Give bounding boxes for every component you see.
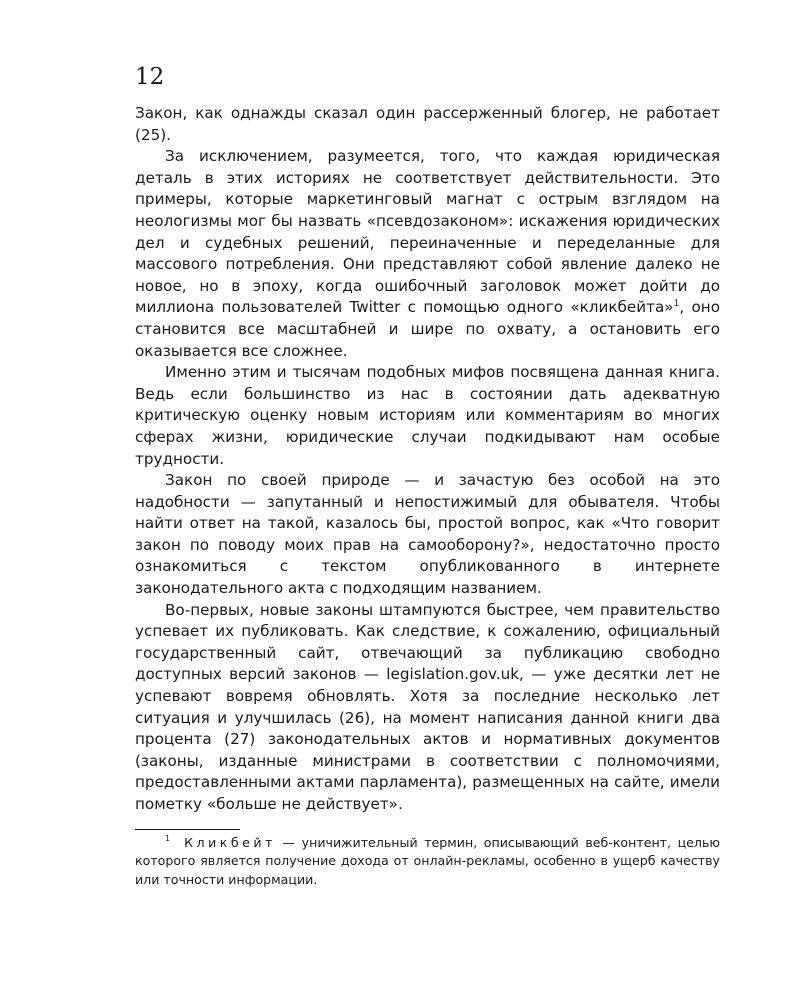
body-text (135, 103, 720, 816)
footnote-text: — уничижительный термин, описывающий веб-контент, целью которого является получение дохода от онлайн-рекламы, особенно в ущерб качеству или точности информации. (135, 834, 720, 887)
footnote-mark: 1 (165, 834, 171, 844)
paragraph: Закон по своей природе — и зачастую без особой на это надобности — запутанный и непостижимый для обывателя. Чтобы найти ответ на такой, казалось бы, простой вопрос, как «Что говорит закон по поводу моих прав на самооборону?», недостаточно просто ознакомиться с текстом опубликованного в интернете законодательного акта с подходящим названием. (135, 471, 720, 598)
paragraph (135, 146, 720, 362)
paragraph-text: За исключением, разумеется, того, что каждая юридическая деталь в этих историях не соответствует действительности. Это примеры, которые маркетинговый магнат с острым взглядом на неологизмы мог бы назвать «псевдозаконом»: искажения юридических дел и судебных решений, переиначенные и переделанные для массового потребления. Они представляют собой явление далеко не новое, но в эпоху, когда ошибочный заголовок может дойти до миллиона пользователей Twitter с помощью одного «кликбейта» (135, 147, 720, 317)
book-page (135, 62, 720, 890)
footnote (135, 834, 720, 890)
page-number: 12 (135, 64, 165, 90)
paragraph: Закон, как однажды сказал один рассерженный блогер, не работает (25). (135, 104, 720, 144)
paragraph-text: , оно становится все масштабней и шире по охвату, а остановить его оказывается все сложнее. (135, 298, 721, 360)
footnote-reference: 1 (673, 299, 680, 310)
paragraph: Во-первых, новые законы штампуются быстрее, чем правительство успевает их публиковать. Как следствие, к сожалению, официальный государственный сайт, отвечающий за публикацию свободно доступных версий законов — legislation.gov.uk, — уже десятки лет не успевают вовремя обновлять. Хотя за последние несколько лет ситуация и улучшилась (26), на момент написания данной книги два процента (27) законодательных актов и нормативных документов (законы, изданные министрами в соответствии с полномочиями, предоставленными актами парламента), размещенных на сайте, имели пометку «больше не действует». (135, 600, 720, 813)
paragraph: Именно этим и тысячам подобных мифов посвящена данная книга. Ведь если большинство из нас в состоянии дать адекватную критическую оценку новым историям или комментариям во многих сферах жизни, юридические случаи подкидывают нам особые трудности. (135, 363, 720, 468)
footnote-term: Кликбейт (184, 834, 276, 850)
footnote-divider (135, 829, 240, 830)
